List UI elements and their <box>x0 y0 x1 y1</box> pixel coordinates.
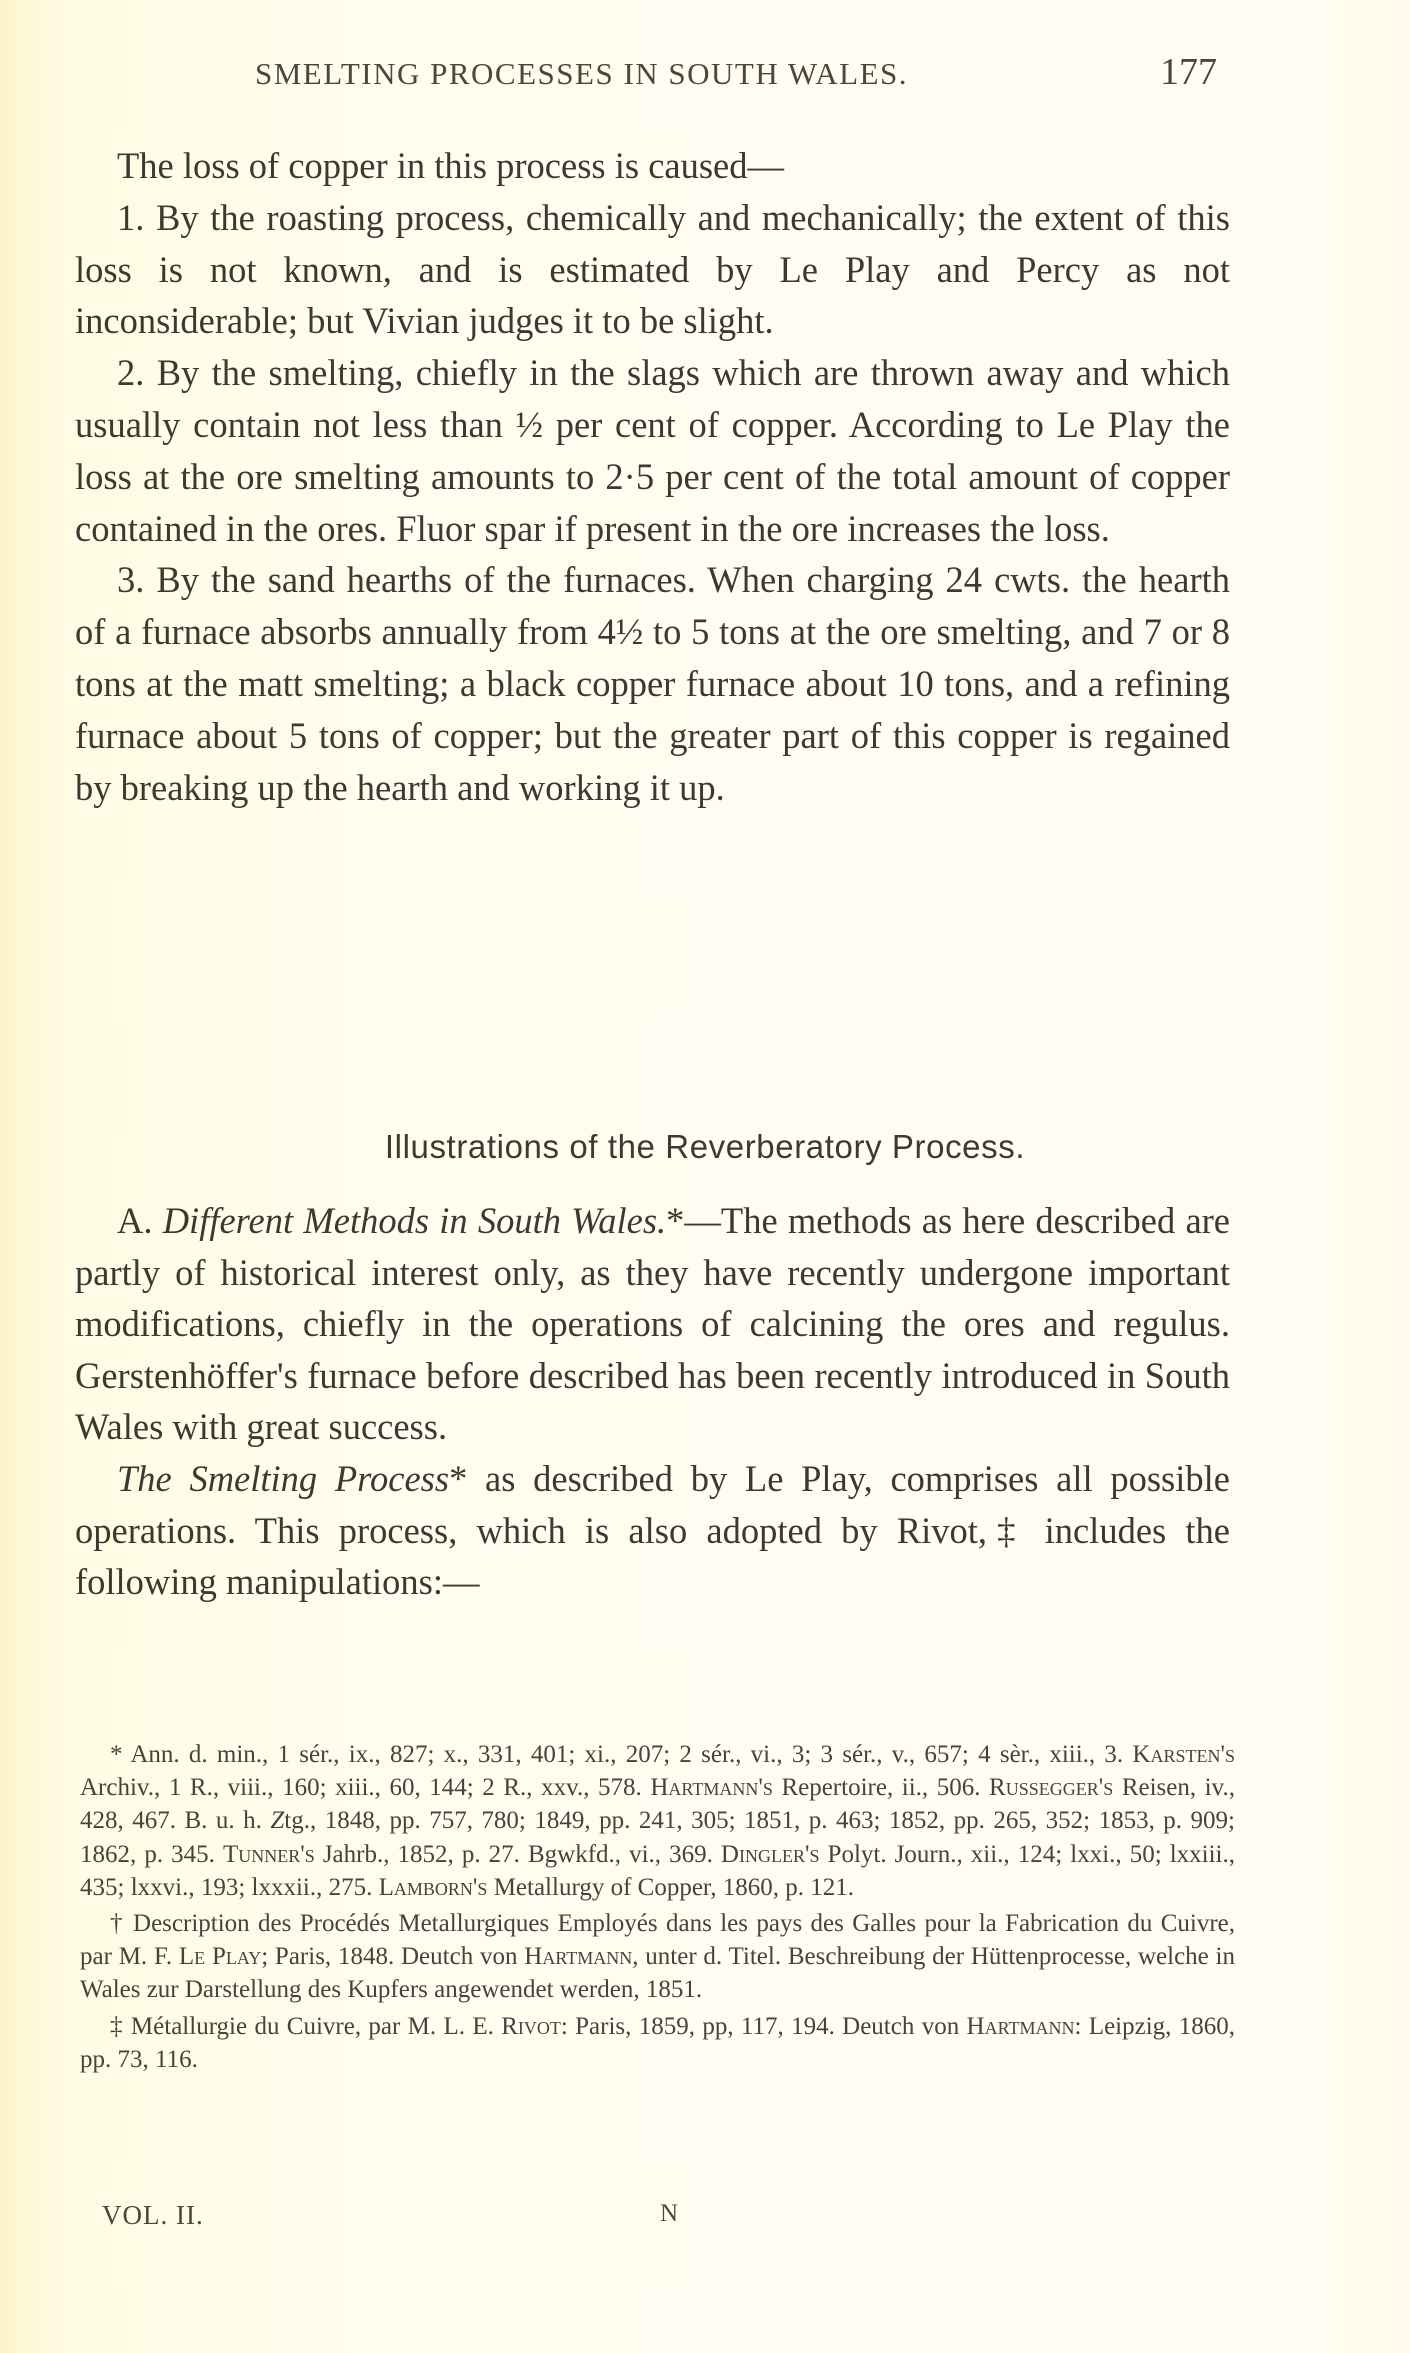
author-name: Hartmann <box>524 1943 633 1971</box>
section-heading: Illustrations of the Reverberatory Process. <box>384 1128 1026 1165</box>
footnotes <box>80 1738 1235 2076</box>
footnote-text: Polyt. Journ., xii., 124; lxxi., 50; lxxiii., 435; lxxvi., 193; lxxxii., 275. <box>80 1840 1235 1901</box>
loss-item-3: 3. By the sand hearths of the furnaces. When charging 24 cwts. the hearth of a furnace absorbs annually from 4½ to 5 tons at the ore smelting, and 7 or 8 tons at the matt smelting; a black copper furnace about 10 tons, and a refining furnace about 5 tons of copper; but the greater part of this copper is regained by breaking up the hearth and working it up. <box>75 559 1230 808</box>
italic-text: Z <box>270 1807 285 1835</box>
footnote-text: Archiv., 1 R., viii., 160; xiii., 60, 144; 2 R., xxv., 578. <box>80 1774 651 1802</box>
footnote-double-dagger <box>80 2010 1235 2076</box>
footnote-text: Métallurgie du Cuivre, par M. L. E. <box>123 2012 502 2040</box>
section-body <box>75 1195 1230 1608</box>
paragraph-a-title: Different Methods in South Wales. <box>162 1200 667 1241</box>
author-name: Le Play <box>178 1943 262 1971</box>
footnote-marker: ‡ <box>110 2012 124 2040</box>
footnote-text: Reisen, iv., 428, 467. B. u. h. <box>80 1774 1235 1835</box>
footnote-text: tg., 1848, pp. 757, 780; 1849, pp. 241, 305; 1851, p. 463; 1852, pp. 265, 352; 1853, p. 909; 1862, p. 345. <box>80 1807 1235 1868</box>
paragraph-a-text: —The methods as here described are partly of historical interest only, as they have recently undergone important modifications, chiefly in the operations of calcining the ores and regulus. Gerstenhöffer's furnace before described has been recently introduced in South Wales with great success. <box>75 1200 1231 1448</box>
author-name: Russegger's <box>989 1774 1114 1802</box>
footnote-marker: * <box>110 1741 123 1768</box>
footnote-text: Metallurgy of Copper, 1860, p. 121. <box>487 1873 854 1901</box>
footnote-text: Repertoire, ii., 506. <box>772 1774 990 1802</box>
running-head-title: SMELTING PROCESSES IN SOUTH WALES. <box>255 56 909 91</box>
author-name: Hartmann's <box>650 1774 773 1802</box>
loss-item-2: 2. By the smelting, chiefly in the slags which are thrown away and which usually contain not less than ½ per cent of copper. According to Le Play the loss at the ore smelting amounts to 2·5 per cent of the total amount of copper contained in the ores. Fluor spar if present in the ore increases the loss. <box>75 352 1230 549</box>
body-text <box>75 140 1230 813</box>
paragraph-b <box>75 1453 1230 1608</box>
footnote-text: Jahrb., 1852, p. 27. Bgwkfd., vi., 369. <box>314 1840 721 1868</box>
signature-mark: N <box>660 2200 679 2227</box>
footnote-asterisk <box>80 1738 1235 1904</box>
paragraph-b-title: The Smelting Process <box>117 1457 450 1499</box>
footnote-marker: † <box>110 1910 125 1938</box>
footnote-dagger <box>80 1907 1235 2007</box>
footnote-text: : Paris, 1859, pp, 117, 194. Deutch von <box>560 2012 967 2040</box>
author-name: Tunner's <box>222 1840 315 1868</box>
footnote-text: ; Paris, 1848. Deutch von <box>261 1943 525 1971</box>
author-name: Karsten's <box>1132 1741 1235 1768</box>
paragraph-a <box>75 1195 1230 1453</box>
loss-item-1: 1. By the roasting process, chemically and mechanically; the extent of this loss is not known, and is estimated by Le Play and Percy as not inconsiderable; but Vivian judges it to be slight. <box>75 196 1230 342</box>
volume-label: VOL. II. <box>102 2200 204 2230</box>
paragraph-a-label: A. <box>117 1200 153 1241</box>
paragraph-b-text: as described by Le Play, comprises all possible operations. This process, which is also adopted by Rivot,‡ includes the following manipulations:— <box>75 1457 1230 1603</box>
author-name: Rivot <box>501 2012 561 2040</box>
author-name: Hartmann <box>966 2012 1075 2040</box>
footnote-ref-asterisk-2: * <box>449 1457 468 1499</box>
footnote-ref-asterisk: * <box>666 1200 685 1241</box>
page-number: 177 <box>1160 51 1217 93</box>
intro-paragraph: The loss of copper in this process is caused— <box>117 145 784 186</box>
author-name: Lamborn's <box>378 1873 488 1901</box>
author-name: Dingler's <box>720 1840 820 1868</box>
footnote-text: : Leipzig, 1860, pp. 73, 116. <box>80 2012 1235 2073</box>
footnote-text: Description des Procédés Metallurgiques Employés dans les pays des Galles pour la Fabrication du Cuivre, par M. F. <box>80 1910 1236 1971</box>
footnote-text: Ann. d. min., 1 sér., ix., 827; x., 331, 401; xi., 207; 2 sér., vi., 3; 3 sér., v., 657; 4 sèr., xiii., 3. <box>122 1741 1133 1768</box>
footnote-text: , unter d. Titel. Beschreibung der Hüttenprocesse, welche in Wales zur Darstellung des Kupfers angewendet werden, 1851. <box>80 1943 1235 2004</box>
